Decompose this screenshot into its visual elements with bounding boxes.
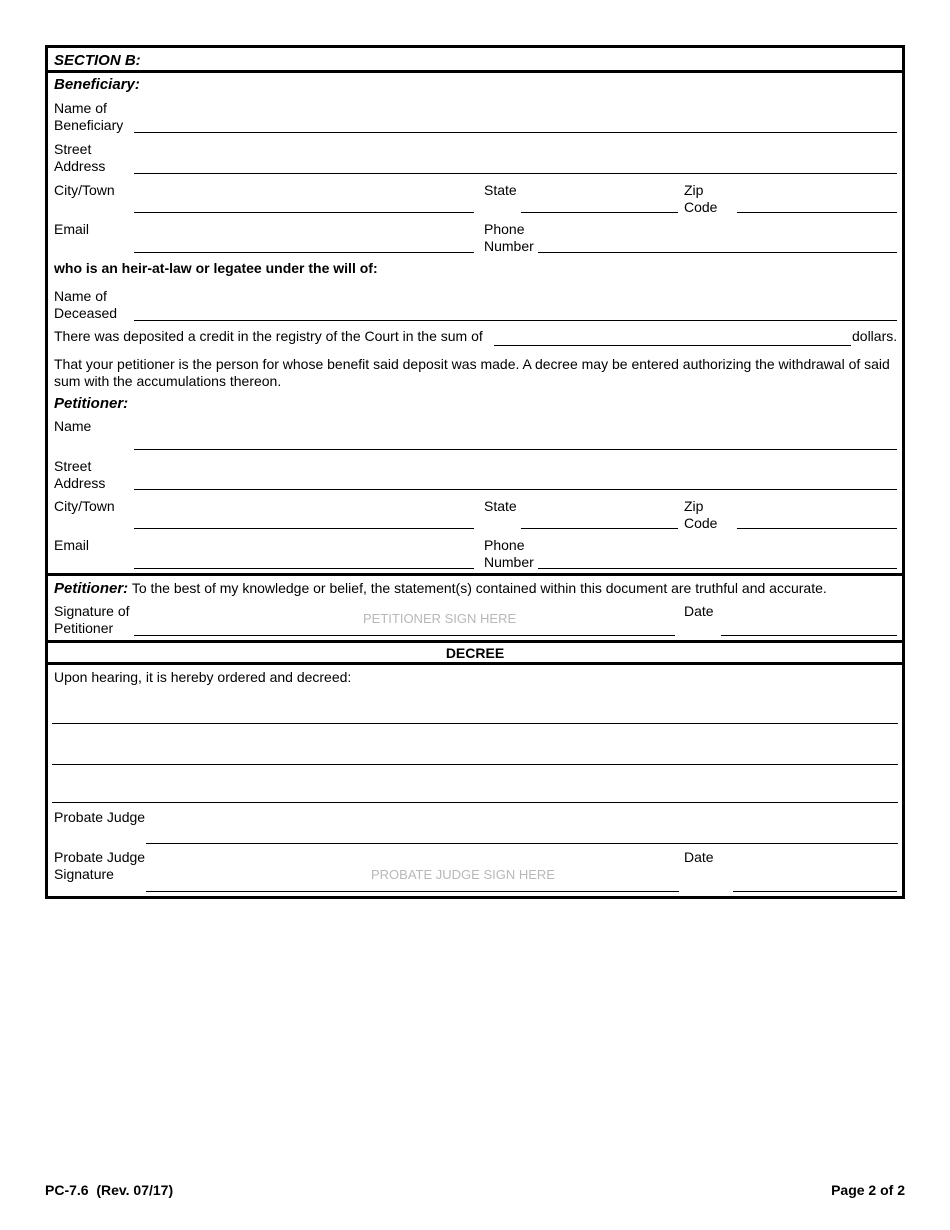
page-number: Page 2 of 2 xyxy=(831,1182,905,1198)
beneficiary-email-label: Email xyxy=(54,221,90,237)
beneficiary-street-label: Street Address xyxy=(54,141,106,174)
deposit-suffix: dollars. xyxy=(852,328,898,344)
petitioner-zip-label: Zip Code xyxy=(684,498,718,531)
divider xyxy=(48,662,902,665)
beneficiary-state-label: State xyxy=(484,182,517,198)
petitioner-email-label: Email xyxy=(54,537,90,553)
petitioner-city-field[interactable] xyxy=(134,528,474,529)
beneficiary-city-label: City/Town xyxy=(54,182,115,198)
petitioner-phone-field[interactable] xyxy=(538,568,897,569)
probate-judge-field[interactable] xyxy=(146,843,898,844)
beneficiary-city-field[interactable] xyxy=(134,212,474,213)
decree-text-line-3[interactable] xyxy=(52,802,898,803)
petitioner-zip-field[interactable] xyxy=(737,528,897,529)
petitioner-state-field[interactable] xyxy=(521,528,678,529)
decree-intro: Upon hearing, it is hereby ordered and decreed: xyxy=(54,669,352,685)
heir-statement: who is an heir-at-law or legatee under the will of: xyxy=(54,260,378,276)
petitioner-name-label: Name xyxy=(54,418,92,434)
probate-judge-signature-field[interactable] xyxy=(146,891,679,892)
attestation-statement xyxy=(54,580,827,597)
petitioner-signature-field[interactable] xyxy=(134,635,675,636)
beneficiary-zip-label: Zip Code xyxy=(684,182,718,215)
beneficiary-heading: Beneficiary: xyxy=(54,76,140,93)
attestation-heading: Petitioner: xyxy=(54,580,129,597)
petitioner-signature-placeholder: PETITIONER SIGN HERE xyxy=(363,611,517,626)
beneficiary-phone-field[interactable] xyxy=(538,252,897,253)
beneficiary-street-field[interactable] xyxy=(134,173,897,174)
probate-judge-date-label: Date xyxy=(684,849,714,865)
divider xyxy=(48,573,902,576)
decree-text-line-2[interactable] xyxy=(52,764,898,765)
probate-judge-date-field[interactable] xyxy=(733,891,897,892)
beneficiary-name-field[interactable] xyxy=(134,132,897,133)
petitioner-signature-label: Signature of Petitioner xyxy=(54,603,130,636)
deceased-name-field[interactable] xyxy=(134,320,897,321)
divider xyxy=(48,70,902,73)
deceased-name-label: Name of Deceased xyxy=(54,288,118,321)
petitioner-heading: Petitioner: xyxy=(54,395,129,412)
petition-paragraph: That your petitioner is the person for whose benefit said deposit was made. A decree may be entered authorizing the withdrawal of said sum with the accumulations thereon. xyxy=(54,356,890,389)
decree-title: DECREE xyxy=(445,645,505,661)
decree-text-line-1[interactable] xyxy=(52,723,898,724)
form-section-b xyxy=(45,45,905,899)
section-title: SECTION B: xyxy=(54,52,141,69)
petitioner-city-label: City/Town xyxy=(54,498,115,514)
beneficiary-zip-field[interactable] xyxy=(737,212,897,213)
beneficiary-name-label: Name of Beneficiary xyxy=(54,100,124,133)
probate-judge-signature-label: Probate Judge Signature xyxy=(54,849,146,882)
beneficiary-state-field[interactable] xyxy=(521,212,678,213)
petitioner-name-field[interactable] xyxy=(134,449,897,450)
deposit-text: There was deposited a credit in the registry of the Court in the sum of xyxy=(54,328,483,344)
attestation-text: To the best of my knowledge or belief, the statement(s) contained within this document are truthful and accurate. xyxy=(128,580,827,596)
beneficiary-phone-label: Phone Number xyxy=(484,221,534,254)
petitioner-state-label: State xyxy=(484,498,517,514)
probate-judge-label: Probate Judge xyxy=(54,809,146,825)
beneficiary-email-field[interactable] xyxy=(134,252,474,253)
divider xyxy=(48,640,902,643)
petitioner-street-label: Street Address xyxy=(54,458,106,491)
petitioner-date-field[interactable] xyxy=(721,635,897,636)
petitioner-street-field[interactable] xyxy=(134,489,897,490)
form-id: PC-7.6 (Rev. 07/17) xyxy=(45,1182,174,1198)
probate-judge-signature-placeholder: PROBATE JUDGE SIGN HERE xyxy=(371,867,555,882)
petitioner-phone-label: Phone Number xyxy=(484,537,534,570)
petitioner-email-field[interactable] xyxy=(134,568,474,569)
deposit-amount-field[interactable] xyxy=(494,345,851,346)
petitioner-date-label: Date xyxy=(684,603,714,619)
